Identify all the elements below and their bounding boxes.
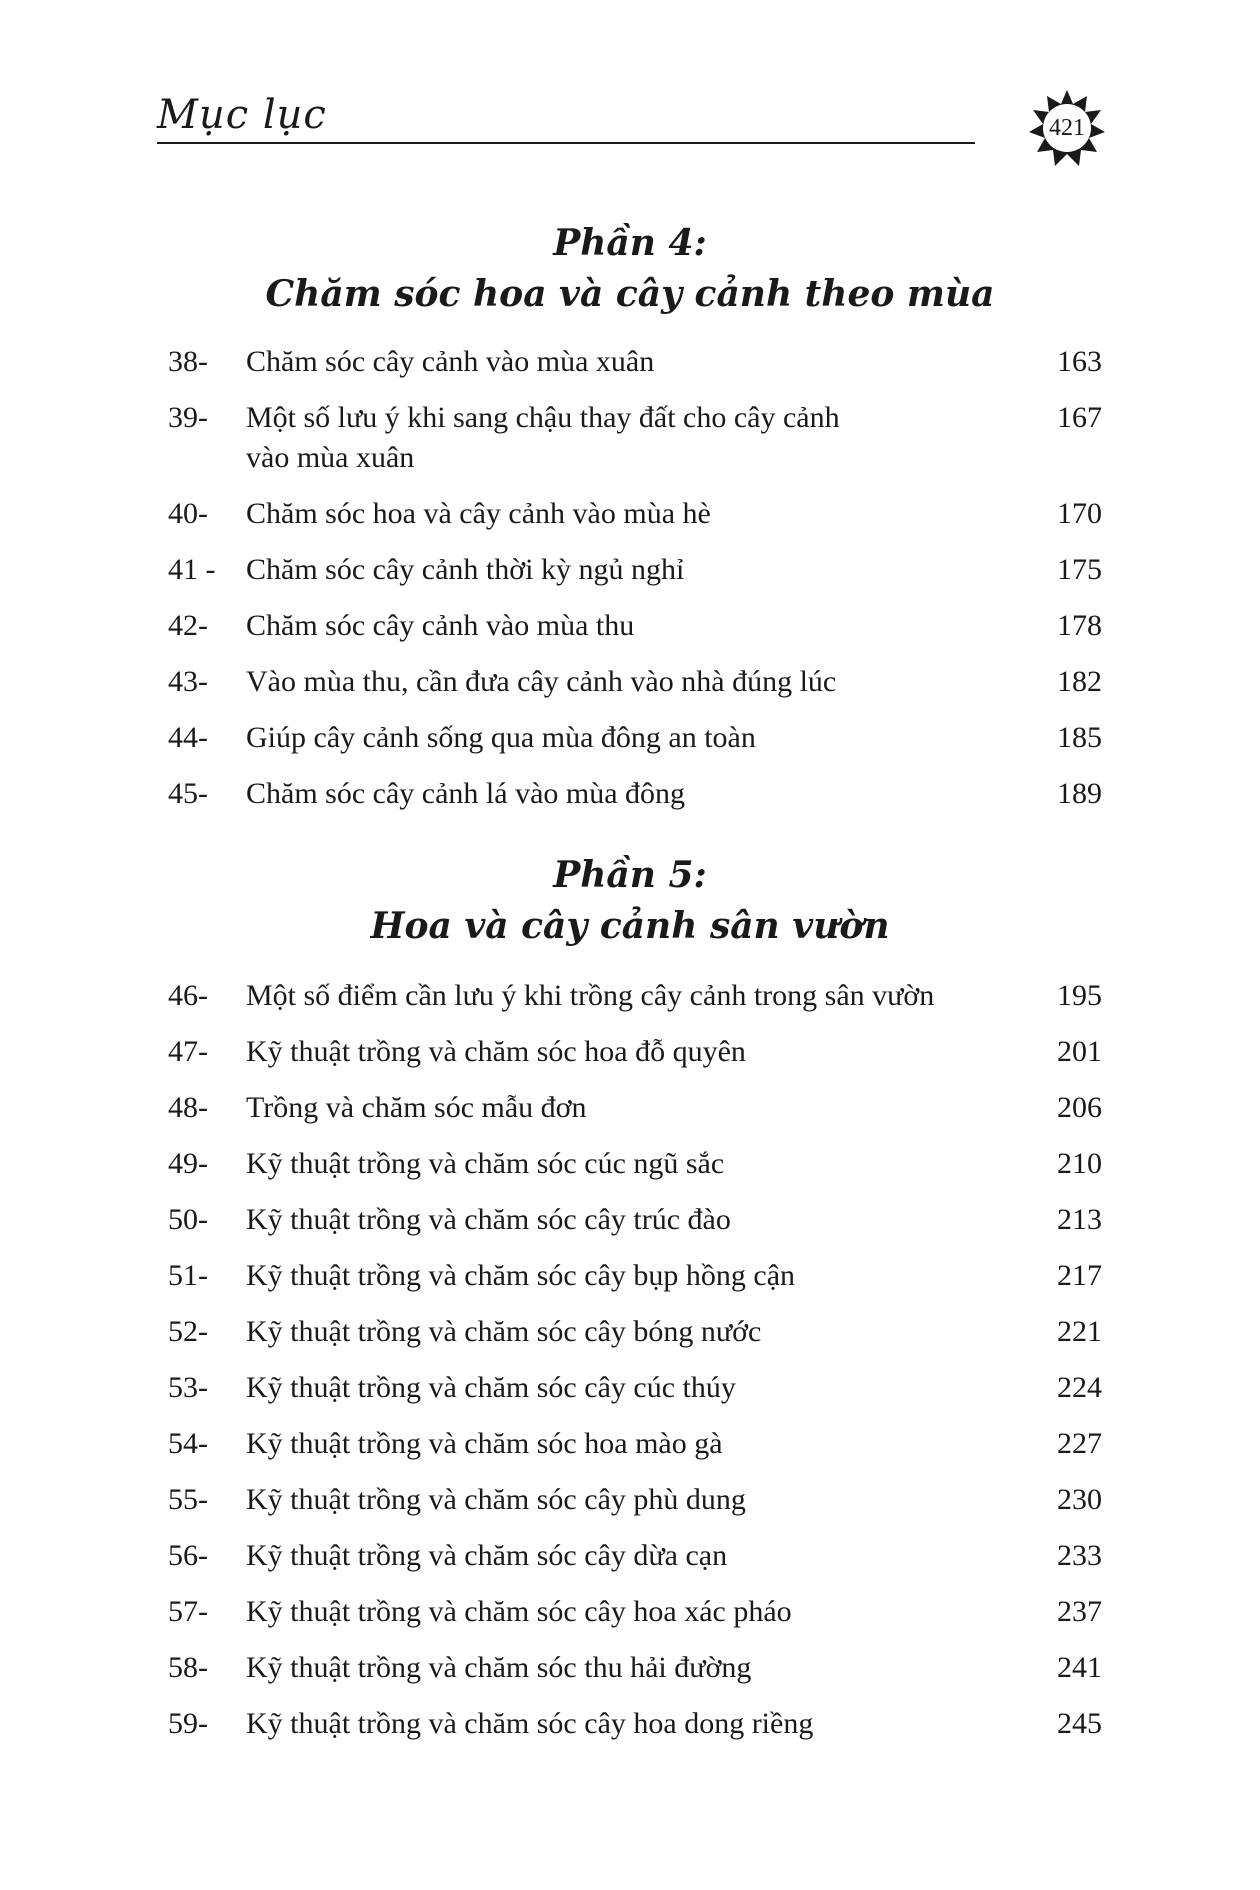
toc-entry-title: Chăm sóc cây cảnh thời kỳ ngủ nghỉ — [246, 553, 685, 586]
toc-entry-title: Kỹ thuật trồng và chăm sóc thu hải đường — [246, 1651, 752, 1684]
toc-entry-page: 189 — [1057, 777, 1102, 810]
toc-entry-title: Kỹ thuật trồng và chăm sóc cây bụp hồng cận — [246, 1259, 796, 1292]
section-subtitle: Chăm sóc hoa và cây cảnh theo mùa — [265, 273, 995, 315]
toc-entry-title: Giúp cây cảnh sống qua mùa đông an toàn — [246, 721, 756, 754]
toc-entry — [168, 1200, 1102, 1240]
toc-entry-title: Kỹ thuật trồng và chăm sóc cây hoa dong riềng — [246, 1707, 814, 1740]
toc-entry-page: 170 — [1057, 497, 1102, 530]
toc-entry — [168, 550, 1102, 590]
header-title: Mục lục — [157, 92, 327, 138]
toc-entry-page: 210 — [1057, 1147, 1102, 1180]
page-number: 421 — [1049, 115, 1085, 141]
toc-entry-number: 57- — [168, 1595, 208, 1628]
section-heading — [0, 218, 1260, 320]
toc-entry-page: 201 — [1057, 1035, 1102, 1068]
toc-entry-page: 221 — [1057, 1315, 1102, 1348]
toc-entry-page: 206 — [1057, 1091, 1102, 1124]
toc-entry-title: Kỹ thuật trồng và chăm sóc cây bóng nước — [246, 1315, 762, 1348]
toc-entry-number: 39- — [168, 401, 208, 434]
page-number-badge — [1027, 88, 1107, 168]
toc-entry-number: 56- — [168, 1539, 208, 1572]
toc-entry-title: Kỹ thuật trồng và chăm sóc cây dừa cạn — [246, 1539, 728, 1572]
section-heading — [0, 850, 1260, 952]
toc-entry — [168, 1088, 1102, 1128]
toc-entry-number: 44- — [168, 721, 208, 754]
toc-entry-page: 224 — [1057, 1371, 1102, 1404]
toc-entry — [168, 718, 1102, 758]
toc-entry-page: 245 — [1057, 1707, 1102, 1740]
toc-entry-number: 53- — [168, 1371, 208, 1404]
toc-entry-page: 163 — [1057, 345, 1102, 378]
toc-entry — [168, 398, 1102, 478]
toc-entry-number: 43- — [168, 665, 208, 698]
toc-entry-number: 51- — [168, 1259, 208, 1292]
toc-entry-number: 58- — [168, 1651, 208, 1684]
toc-entry — [168, 1144, 1102, 1184]
toc-entry — [168, 976, 1102, 1016]
toc-entry-title: Kỹ thuật trồng và chăm sóc hoa mào gà — [246, 1427, 723, 1460]
toc-entry-title: Kỹ thuật trồng và chăm sóc cây cúc thúy — [246, 1371, 736, 1404]
toc-entry-number: 41 - — [168, 553, 216, 586]
toc-entry — [168, 774, 1102, 814]
toc-entry-number: 52- — [168, 1315, 208, 1348]
toc-entry-number: 54- — [168, 1427, 208, 1460]
section-part-4 — [0, 218, 1260, 320]
toc-entry — [168, 1480, 1102, 1520]
toc-list-part-5 — [168, 976, 1102, 1760]
toc-entry-title: Kỹ thuật trồng và chăm sóc cúc ngũ sắc — [246, 1147, 725, 1180]
toc-entry-page: 213 — [1057, 1203, 1102, 1236]
toc-entry-number: 47- — [168, 1035, 208, 1068]
toc-entry-page: 175 — [1057, 553, 1102, 586]
toc-entry-title: Một số điểm cần lưu ý khi trồng cây cảnh trong sân vườn — [246, 979, 935, 1012]
section-part-label: Phần 5: — [553, 854, 707, 896]
section-subtitle: Hoa và cây cảnh sân vườn — [370, 905, 890, 947]
page-header — [157, 88, 1107, 158]
toc-entry-page: 195 — [1057, 979, 1102, 1012]
toc-entry-title: Chăm sóc cây cảnh vào mùa thu — [246, 609, 635, 642]
toc-entry — [168, 1648, 1102, 1688]
toc-entry-number: 59- — [168, 1707, 208, 1740]
toc-entry-page: 182 — [1057, 665, 1102, 698]
toc-entry-number: 48- — [168, 1091, 208, 1124]
toc-entry-title: Kỹ thuật trồng và chăm sóc cây phù dung — [246, 1483, 746, 1516]
section-part-label: Phần 4: — [553, 222, 707, 264]
toc-entry-number: 55- — [168, 1483, 208, 1516]
toc-entry-title: Trồng và chăm sóc mẫu đơn — [246, 1091, 587, 1124]
toc-entry — [168, 1256, 1102, 1296]
toc-entry-page: 237 — [1057, 1595, 1102, 1628]
toc-entry — [168, 1032, 1102, 1072]
toc-entry — [168, 662, 1102, 702]
toc-entry — [168, 494, 1102, 534]
toc-entry-page: 217 — [1057, 1259, 1102, 1292]
toc-entry-page: 167 — [1057, 401, 1102, 434]
toc-entry — [168, 1704, 1102, 1744]
toc-entry-page: 233 — [1057, 1539, 1102, 1572]
toc-entry — [168, 1368, 1102, 1408]
toc-entry-title: Chăm sóc cây cảnh lá vào mùa đông — [246, 777, 686, 810]
toc-entry — [168, 1424, 1102, 1464]
toc-entry-number: 42- — [168, 609, 208, 642]
header-rule — [157, 142, 975, 144]
toc-entry-page: 185 — [1057, 721, 1102, 754]
toc-entry-title: Kỹ thuật trồng và chăm sóc cây trúc đào — [246, 1203, 731, 1236]
toc-entry-page: 178 — [1057, 609, 1102, 642]
toc-entry — [168, 1536, 1102, 1576]
toc-entry — [168, 606, 1102, 646]
toc-entry-number: 46- — [168, 979, 208, 1012]
toc-entry-number: 38- — [168, 345, 208, 378]
toc-entry-page: 227 — [1057, 1427, 1102, 1460]
toc-entry-number: 45- — [168, 777, 208, 810]
toc-entry-title: Kỹ thuật trồng và chăm sóc cây hoa xác pháo — [246, 1595, 792, 1628]
toc-entry — [168, 1592, 1102, 1632]
toc-entry-title: Chăm sóc cây cảnh vào mùa xuân — [246, 345, 655, 378]
toc-entry-title: Một số lưu ý khi sang chậu thay đất cho cây cảnh vào mùa xuân — [246, 401, 840, 474]
toc-entry-page: 241 — [1057, 1651, 1102, 1684]
toc-entry-title: Kỹ thuật trồng và chăm sóc hoa đỗ quyên — [246, 1035, 746, 1068]
toc-entry-title: Vào mùa thu, cần đưa cây cảnh vào nhà đúng lúc — [246, 665, 837, 698]
toc-entry — [168, 342, 1102, 382]
section-part-5 — [0, 850, 1260, 952]
toc-entry-page: 230 — [1057, 1483, 1102, 1516]
toc-entry-title: Chăm sóc hoa và cây cảnh vào mùa hè — [246, 497, 711, 530]
toc-entry-number: 40- — [168, 497, 208, 530]
toc-list-part-4 — [168, 342, 1102, 830]
toc-entry-number: 50- — [168, 1203, 208, 1236]
toc-entry — [168, 1312, 1102, 1352]
toc-entry-number: 49- — [168, 1147, 208, 1180]
